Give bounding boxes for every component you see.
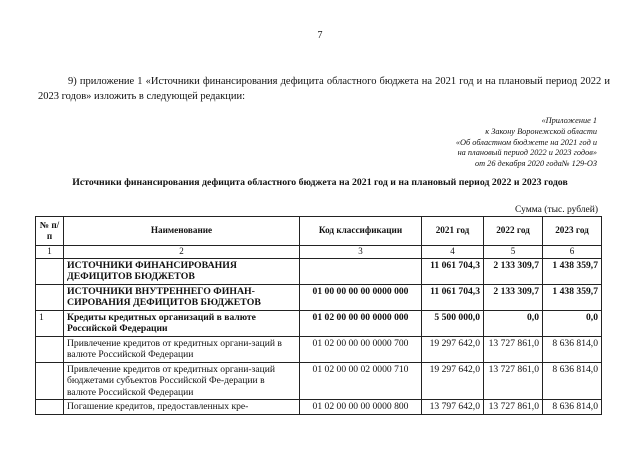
row-2022: 0,0	[484, 310, 543, 336]
header-code: Код классификации	[300, 217, 422, 246]
row-2022: 13 727 861,0	[484, 400, 543, 415]
row-2021: 11 061 704,3	[422, 258, 484, 284]
table-row	[36, 362, 602, 400]
row-2021: 5 500 000,0	[422, 310, 484, 336]
row-2021: 19 297 642,0	[422, 362, 484, 400]
row-name: ИСТОЧНИКИ ФИНАНСИРОВАНИЯ ДЕФИЦИТОВ БЮДЖЕТОВ	[64, 258, 300, 284]
units-label: Сумма (тыс. рублей)	[515, 205, 598, 215]
row-number	[36, 336, 64, 362]
appendix-line: «Приложение 1	[541, 116, 597, 125]
header-number: № п/п	[36, 217, 64, 246]
row-code: 01 02 00 00 00 0000 000	[300, 310, 422, 336]
appendix-line: на плановый период 2022 и 2023 годов»	[457, 148, 597, 158]
row-2023: 1 438 359,7	[543, 258, 602, 284]
row-name: Привлечение кредитов от кредитных органи-заций бюджетами субъектов Российской Фе-дерации в валюте Российской Федерации	[64, 362, 300, 400]
appendix-reference	[337, 116, 597, 170]
row-name: Кредиты кредитных организаций в валюте Российской Федерации	[64, 310, 300, 336]
row-number	[36, 400, 64, 415]
row-number	[36, 362, 64, 400]
row-2021: 11 061 704,3	[422, 284, 484, 310]
row-2023: 8 636 814,0	[543, 362, 602, 400]
row-2021: 19 297 642,0	[422, 336, 484, 362]
column-number: 3	[300, 246, 422, 259]
table-row	[36, 310, 602, 336]
row-code: 01 00 00 00 00 0000 000	[300, 284, 422, 310]
column-number: 2	[64, 246, 300, 259]
row-name: Привлечение кредитов от кредитных органи-заций в валюте Российской Федерации	[64, 336, 300, 362]
appendix-line: к Закону Воронежской области	[485, 126, 597, 136]
row-code	[300, 258, 422, 284]
header-2021: 2021 год	[422, 217, 484, 246]
table-header-row	[36, 217, 602, 246]
row-2022: 13 727 861,0	[484, 362, 543, 400]
column-number: 1	[36, 246, 64, 259]
column-number: 5	[484, 246, 543, 259]
header-name: Наименование	[64, 217, 300, 246]
column-number: 6	[543, 246, 602, 259]
row-2022: 2 133 309,7	[484, 284, 543, 310]
row-name: ИСТОЧНИКИ ВНУТРЕННЕГО ФИНАН-СИРОВАНИЯ ДЕФИЦИТОВ БЮДЖЕТОВ	[64, 284, 300, 310]
table-row	[36, 284, 602, 310]
row-code: 01 02 00 00 02 0000 710	[300, 362, 422, 400]
row-2022: 2 133 309,7	[484, 258, 543, 284]
row-name: Погашение кредитов, предоставленных кре-	[64, 400, 300, 415]
row-2023: 0,0	[543, 310, 602, 336]
table-row	[36, 258, 602, 284]
row-number: 1	[36, 310, 64, 336]
financing-sources-table	[35, 216, 602, 415]
column-number-row	[36, 246, 602, 259]
row-2021: 13 797 642,0	[422, 400, 484, 415]
page-number: 7	[317, 30, 323, 41]
row-code: 01 02 00 00 00 0000 800	[300, 400, 422, 415]
row-2023: 1 438 359,7	[543, 284, 602, 310]
row-2022: 13 727 861,0	[484, 336, 543, 362]
header-2023: 2023 год	[543, 217, 602, 246]
row-2023: 8 636 814,0	[543, 400, 602, 415]
table-row	[36, 336, 602, 362]
intro-paragraph: 9) приложение 1 «Источники финансирования дефицита областного бюджета на 2021 год и на плановый период 2022 и 2023 годов» изложить в следующей редакции:	[38, 76, 610, 102]
row-number	[36, 284, 64, 310]
column-number: 4	[422, 246, 484, 259]
row-2023: 8 636 814,0	[543, 336, 602, 362]
document-title: Источники финансирования дефицита областного бюджета на 2021 год и на плановый период 2022 и 2023 годов	[72, 177, 568, 188]
appendix-line: от 26 декабря 2020 года№ 129-ОЗ	[474, 159, 597, 169]
row-number	[36, 258, 64, 284]
table-row	[36, 400, 602, 415]
appendix-line: «Об областном бюджете на 2021 год и	[455, 137, 597, 147]
header-2022: 2022 год	[484, 217, 543, 246]
row-code: 01 02 00 00 00 0000 700	[300, 336, 422, 362]
